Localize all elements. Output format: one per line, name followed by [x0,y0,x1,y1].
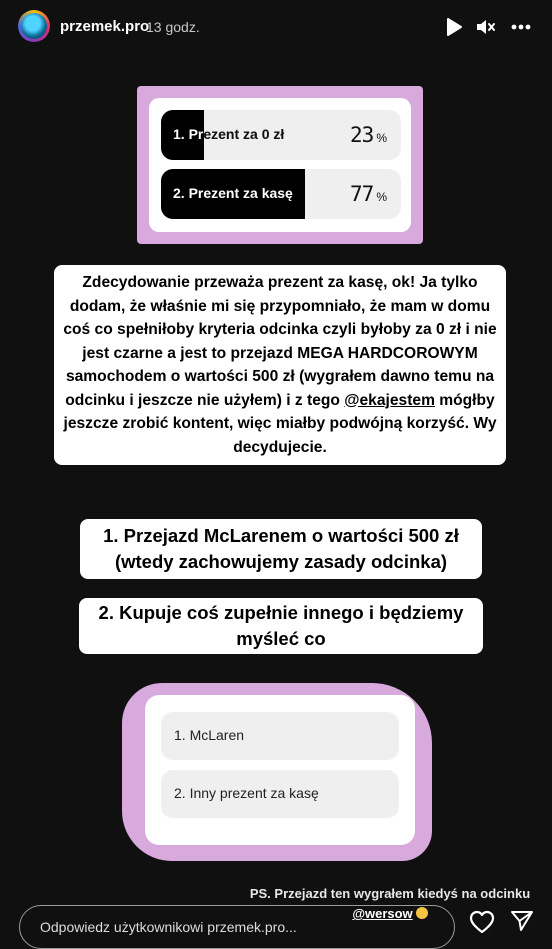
poll-2-option-2[interactable] [161,770,399,818]
poll-2-option-1[interactable] [161,712,399,760]
reply-placeholder: Odpowiedz użytkownikowi przemek.pro... [40,919,297,935]
heart-icon[interactable] [469,910,495,934]
avatar-image [21,13,47,39]
poll-1-option-2-percent: 77 % [350,182,387,206]
option-text-2: 2. Kupuje coś zupełnie innego i będziemy myśleć co [79,598,483,654]
mention-ekajestem[interactable]: @ekajestem [344,391,435,409]
mention-wersow[interactable]: @wersow [352,906,413,921]
story-header [0,0,552,56]
story-text-part-1: Zdecydowanie przeważa prezent za kasę, ok! Ja tylko dodam, że właśnie mi się przypomniało, że mam w domu coś co spełniłoby kryteria odcinka czyli byłoby za 0 zł i nie jest czarne a jest to przejazd MEGA HARDCOROWYM samochodem o wartości 500 zł (wygrałem dawno temu na odcinku i jeszcze nie użyłem) i z tego [63,274,497,409]
mute-icon[interactable] [474,16,496,38]
ps-note-text: PS. Przejazd ten wygrałem kiedyś na odcinku [249,886,531,901]
poll-1-option-2-label: 2. Prezent za kasę [173,185,293,201]
poll-1-option-2[interactable] [161,169,401,219]
poll-1-option-1[interactable] [161,110,401,160]
more-icon[interactable] [510,16,532,38]
username[interactable]: przemek.pro [60,18,150,35]
play-icon[interactable] [443,16,465,38]
option-text-1: 1. Przejazd McLarenem o wartości 500 zł (wtedy zachowujemy zasady odcinka) [80,519,482,579]
post-time: 13 godz. [146,19,200,35]
poll-2-option-2-label: 2. Inny prezent za kasę [174,785,319,801]
send-icon[interactable] [510,910,534,932]
story-text-part-2: mógłby jeszcze zrobić kontent, więc miałby podwójną korzyść. Wy decydujecie. [63,391,497,456]
story-text-main [54,265,506,465]
poll-1-option-1-label: 1. Prezent za 0 zł [173,126,285,142]
poll-1-option-1-percent: 23 % [350,123,387,147]
poll-2-option-1-label: 1. McLaren [174,727,245,743]
avatar[interactable] [18,10,50,42]
reply-input[interactable] [19,905,455,949]
